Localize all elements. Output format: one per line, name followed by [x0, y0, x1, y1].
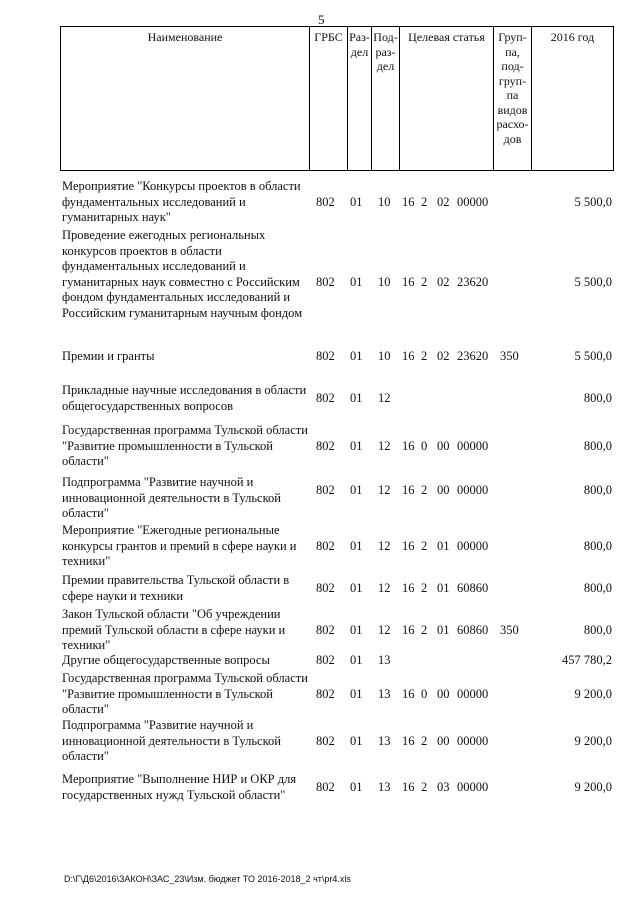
cell-b: 2 — [421, 539, 428, 553]
header-target: Целевая статья — [399, 27, 493, 170]
cell-d: 00000 — [457, 195, 489, 209]
cell-a: 16 — [402, 581, 415, 595]
header-name: Наименование — [147, 30, 223, 44]
cell-rz: 01 — [350, 539, 363, 553]
header-grbs: ГРБС — [309, 27, 347, 170]
header-year: 2016 год — [531, 27, 613, 170]
table-row — [60, 573, 614, 605]
cell-grbs: 802 — [316, 275, 335, 289]
cell-pr: 10 — [378, 195, 391, 209]
row-name: Мероприятие "Выполнение НИР и ОКР для государственных нужд Тульской области" — [62, 772, 297, 802]
cell-sum: 5 500,0 — [574, 349, 612, 363]
cell-c: 00 — [437, 483, 450, 497]
cell-grbs: 802 — [316, 439, 335, 453]
row-name: Государственная программа Тульской области "Развитие промышленности в Тульской области" — [62, 671, 308, 716]
table-row — [60, 349, 614, 365]
table-row — [60, 228, 614, 338]
table-row — [60, 383, 614, 415]
cell-a: 16 — [402, 195, 415, 209]
table-row — [60, 523, 614, 571]
cell-pr: 12 — [378, 539, 391, 553]
cell-sum: 800,0 — [583, 483, 612, 497]
cell-grbs: 802 — [316, 780, 335, 794]
cell-pr: 13 — [378, 734, 391, 748]
cell-b: 2 — [421, 581, 428, 595]
cell-rz: 01 — [350, 391, 363, 405]
cell-sum: 800,0 — [583, 539, 612, 553]
cell-b: 2 — [421, 275, 428, 289]
cell-c: 00 — [437, 734, 450, 748]
cell-rz: 01 — [350, 483, 363, 497]
cell-c: 00 — [437, 687, 450, 701]
cell-b: 2 — [421, 483, 428, 497]
cell-b: 2 — [421, 623, 428, 637]
cell-sum: 9 200,0 — [574, 780, 612, 794]
cell-sum: 9 200,0 — [574, 734, 612, 748]
cell-pr: 12 — [378, 439, 391, 453]
table-row — [60, 607, 614, 655]
cell-a: 16 — [402, 687, 415, 701]
cell-rz: 01 — [350, 349, 363, 363]
header-razdel: Раз- дел — [347, 27, 371, 170]
row-name: Мероприятие "Ежегодные региональные конкурсы грантов и премий в сфере науки и техники" — [62, 523, 297, 568]
cell-sum: 5 500,0 — [574, 275, 612, 289]
cell-d: 60860 — [457, 623, 489, 637]
cell-pr: 13 — [378, 687, 391, 701]
cell-d: 60860 — [457, 581, 489, 595]
cell-d: 00000 — [457, 687, 489, 701]
cell-grbs: 802 — [316, 653, 335, 667]
row-name: Премии и гранты — [62, 349, 155, 363]
cell-sum: 800,0 — [583, 391, 612, 405]
cell-a: 16 — [402, 275, 415, 289]
header-podrazdel: Под- раз- дел — [371, 27, 399, 170]
cell-grbs: 802 — [316, 623, 335, 637]
cell-pr: 12 — [378, 581, 391, 595]
row-name: Подпрограмма "Развитие научной и инновационной деятельности в Тульской области" — [62, 475, 281, 520]
cell-sum: 9 200,0 — [574, 687, 612, 701]
cell-c: 02 — [437, 195, 450, 209]
cell-rz: 01 — [350, 734, 363, 748]
cell-vr: 350 — [500, 623, 519, 637]
cell-rz: 01 — [350, 623, 363, 637]
row-name: Подпрограмма "Развитие научной и инновационной деятельности в Тульской области" — [62, 718, 281, 763]
cell-b: 2 — [421, 349, 428, 363]
cell-pr: 10 — [378, 275, 391, 289]
cell-rz: 01 — [350, 195, 363, 209]
cell-b: 0 — [421, 439, 428, 453]
cell-a: 16 — [402, 483, 415, 497]
cell-sum: 800,0 — [583, 439, 612, 453]
cell-rz: 01 — [350, 780, 363, 794]
cell-pr: 12 — [378, 623, 391, 637]
cell-d: 00000 — [457, 780, 489, 794]
cell-b: 2 — [421, 195, 428, 209]
row-name: Проведение ежегодных региональных конкурсов проектов в области фундаментальных исследований и гуманитарных наук совместно с Российским фондом фундаментальных исследований и Российским гуманитарным научным фондом — [62, 228, 303, 320]
cell-b: 2 — [421, 780, 428, 794]
cell-c: 01 — [437, 581, 450, 595]
cell-sum: 800,0 — [583, 581, 612, 595]
cell-grbs: 802 — [316, 391, 335, 405]
cell-d: 00000 — [457, 734, 489, 748]
cell-a: 16 — [402, 349, 415, 363]
cell-c: 02 — [437, 275, 450, 289]
cell-grbs: 802 — [316, 687, 335, 701]
table-row — [60, 475, 614, 520]
cell-d: 23620 — [457, 349, 489, 363]
cell-a: 16 — [402, 734, 415, 748]
cell-b: 2 — [421, 734, 428, 748]
cell-pr: 12 — [378, 391, 391, 405]
cell-pr: 12 — [378, 483, 391, 497]
file-path-footer: D:\Г\Д6\2016\ЗАКОН\ЗАС_23\Изм. бюджет ТО 2016-2018_2 чт\pr4.xls — [64, 874, 351, 884]
cell-a: 16 — [402, 539, 415, 553]
cell-c: 01 — [437, 623, 450, 637]
cell-grbs: 802 — [316, 734, 335, 748]
cell-vr: 350 — [500, 349, 519, 363]
row-name: Закон Тульской области "Об учреждении премий Тульской области в сфере науки и техники" — [62, 607, 286, 652]
table-row — [60, 718, 614, 766]
cell-grbs: 802 — [316, 195, 335, 209]
cell-grbs: 802 — [316, 483, 335, 497]
row-name: Мероприятие "Конкурсы проектов в области фундаментальных исследований и гуманитарных наук" — [62, 179, 301, 224]
cell-d: 00000 — [457, 439, 489, 453]
row-name: Другие общегосударственные вопросы — [62, 653, 270, 667]
cell-d: 00000 — [457, 483, 489, 497]
cell-sum: 457 780,2 — [562, 653, 612, 667]
cell-a: 16 — [402, 780, 415, 794]
cell-sum: 800,0 — [583, 623, 612, 637]
cell-grbs: 802 — [316, 581, 335, 595]
cell-d: 23620 — [457, 275, 489, 289]
cell-rz: 01 — [350, 687, 363, 701]
cell-rz: 01 — [350, 653, 363, 667]
table-row — [60, 179, 614, 227]
table-row — [60, 772, 614, 804]
cell-rz: 01 — [350, 581, 363, 595]
cell-c: 00 — [437, 439, 450, 453]
cell-sum: 5 500,0 — [574, 195, 612, 209]
table-row — [60, 653, 614, 669]
header-group: Груп- па, под- груп- па видов расхо- дов — [493, 27, 531, 170]
table-header — [60, 26, 614, 171]
cell-pr: 13 — [378, 653, 391, 667]
table-row — [60, 423, 614, 471]
cell-grbs: 802 — [316, 349, 335, 363]
table-row — [60, 671, 614, 719]
cell-d: 00000 — [457, 539, 489, 553]
cell-pr: 13 — [378, 780, 391, 794]
cell-a: 16 — [402, 623, 415, 637]
cell-c: 03 — [437, 780, 450, 794]
row-name: Премии правительства Тульской области в сфере науки и техники — [62, 573, 290, 603]
cell-rz: 01 — [350, 275, 363, 289]
cell-grbs: 802 — [316, 539, 335, 553]
row-name: Прикладные научные исследования в области общегосударственных вопросов — [62, 383, 307, 413]
cell-pr: 10 — [378, 349, 391, 363]
row-name: Государственная программа Тульской области "Развитие промышленности в Тульской области" — [62, 423, 308, 468]
cell-c: 01 — [437, 539, 450, 553]
page-number: 5 — [318, 12, 325, 27]
cell-b: 0 — [421, 687, 428, 701]
cell-c: 02 — [437, 349, 450, 363]
cell-rz: 01 — [350, 439, 363, 453]
cell-a: 16 — [402, 439, 415, 453]
